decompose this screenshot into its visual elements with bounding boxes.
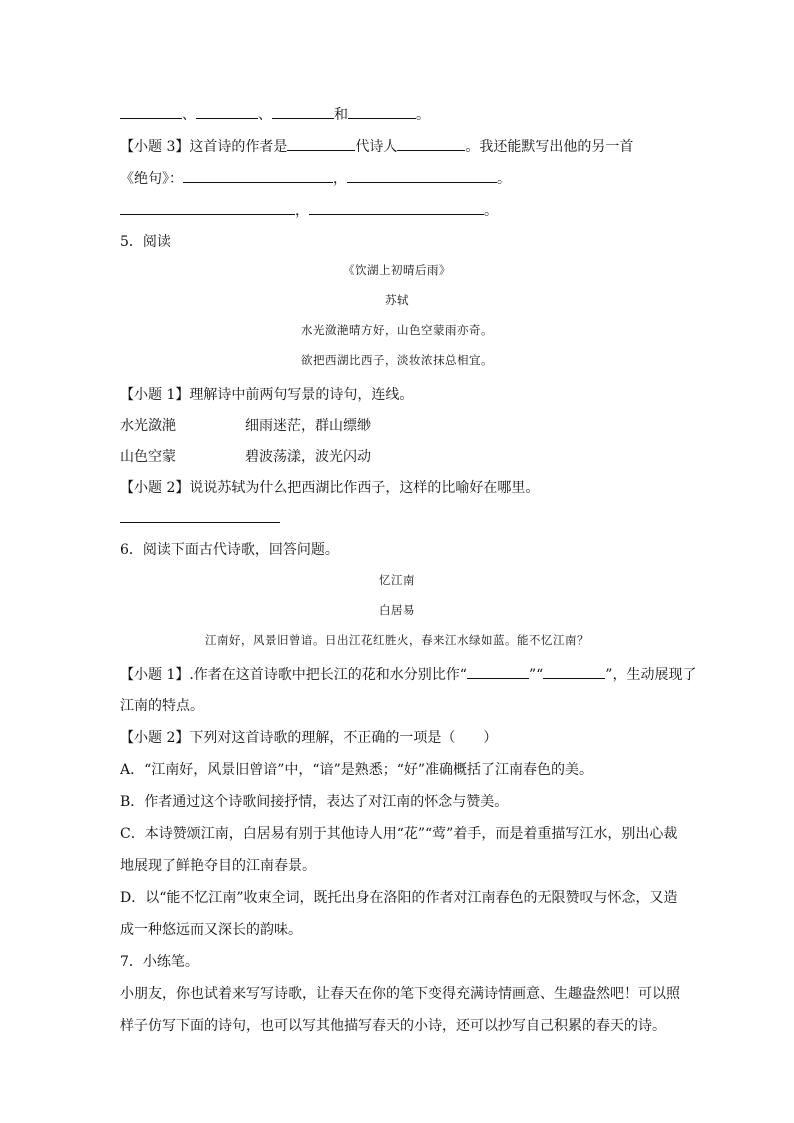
period: 。 [484,203,498,219]
q6-sub1-line1 [120,664,696,685]
water-blank[interactable] [543,664,605,679]
answer-blank[interactable] [272,104,334,119]
q7-text-line2: 样子仿写下面的诗句，也可以写其他描写春天的小诗，还可以抄写自己积累的春天的诗。 [120,1018,666,1034]
question-text: 【小题 3】这首诗的作者是 [120,139,288,155]
verse-blank[interactable] [183,168,333,183]
match-right-item[interactable]: 碧波荡漾，波光闪动 [245,449,371,465]
q5-sub1: 【小题 1】理解诗中前两句写景的诗句，连线。 [120,387,414,403]
quote-marks: ”“ [528,667,544,683]
poem-line: 欲把西湖比西子，淡妆浓抹总相宜。 [301,353,493,367]
period: 。 [416,107,430,123]
q7-heading: 7．小练笔。 [120,954,199,970]
q5-heading: 5．阅读 [120,234,171,250]
verse-blank[interactable] [120,200,295,215]
poem-name: 《绝句》： [120,171,183,187]
poem-title: 《饮湖上初晴后雨》 [343,263,451,277]
q5-sub2: 【小题 2】说说苏轼为什么把西湖比作西子，这样的比喻好在哪里。 [120,480,540,496]
answer-line [120,508,280,529]
answer-blank[interactable] [120,104,182,119]
option-b[interactable]: B．作者通过这个诗歌间接抒情，表达了对江南的怀念与赞美。 [120,794,509,810]
poem-author: 白居易 [379,603,415,617]
flower-blank[interactable] [467,664,529,679]
match-left-item[interactable]: 山色空蒙 [120,449,176,465]
option-c[interactable]: C．本诗赞颂江南，白居易有别于其他诗人用“花”“莺”着手，而是着重描写江水，别出心裁 [120,826,678,842]
dynasty-blank[interactable] [287,136,355,151]
answer-blank[interactable] [196,104,258,119]
match-right-item[interactable]: 细雨迷茫，群山缥缈 [245,418,371,434]
option-c-cont: 地展现了鲜艳夺目的江南春景。 [120,858,316,874]
match-row [120,447,176,467]
poem-text: 江南好，风景旧曾谙。日出江花红胜火，春来江水绿如蓝。能不忆江南？ [205,633,589,647]
fill-blank-line-top [120,104,430,125]
separator: 、 [182,107,196,123]
question-text: 【小题 1】.作者在这首诗歌中把长江的花和水分别比作“ [120,667,467,683]
q7-text-line1: 小朋友，你也试着来写写诗歌，让春天在你的笔下变得充满诗情画意、生趣盎然吧！可以照 [120,986,680,1002]
match-row [120,416,176,436]
separator: 、 [258,107,272,123]
q6-heading: 6．阅读下面古代诗歌，回答问题。 [120,542,339,558]
conjunction: 和 [334,107,348,123]
poet-blank[interactable] [397,136,465,151]
q6-sub2: 【小题 2】下列对这首诗歌的理解，不正确的一项是（ ） [120,730,498,746]
poem-line: 水光潋滟晴方好，山色空蒙雨亦奇。 [301,323,493,337]
q4-sub3-line2 [120,168,511,189]
option-a[interactable]: A．“江南好，风景旧曾谙”中，“谙”是熟悉；“好”准确概括了江南春色的美。 [120,762,594,778]
q4-sub3-line1 [120,136,633,157]
poem-author: 苏轼 [385,293,409,307]
question-text: 代诗人 [355,139,398,155]
q6-sub1-line2: 江南的特点。 [120,698,204,714]
answer-blank[interactable] [348,104,416,119]
option-d[interactable]: D．以“能不忆江南”收束全词，既托出身在洛阳的作者对江南春色的无限赞叹与怀念，又造 [120,890,678,906]
option-d-cont: 成一种悠远而又深长的韵味。 [120,922,302,938]
verse-blank[interactable] [309,200,484,215]
poem-title: 忆江南 [379,573,415,587]
verse-blank[interactable] [347,168,497,183]
comma: ， [295,203,309,219]
period: 。 [497,171,511,187]
question-text: ”，生动展现了 [605,667,697,683]
answer-blank[interactable] [120,508,280,523]
q4-sub3-line3 [120,200,498,221]
question-text: 。我还能默写出他的另一首 [465,139,634,155]
match-left-item[interactable]: 水光潋滟 [120,418,176,434]
comma: ， [333,171,347,187]
